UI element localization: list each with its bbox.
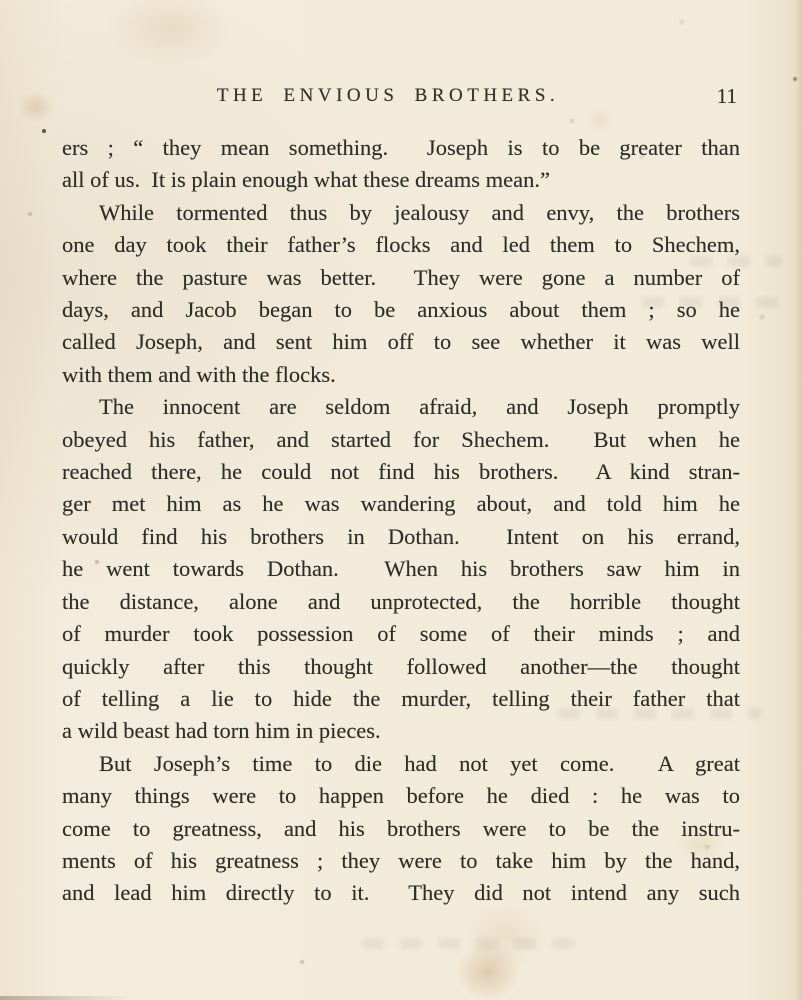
text-line: many things were to happen before he died : he was to bbox=[62, 783, 740, 809]
page-body bbox=[62, 132, 740, 910]
text-line: would find his brothers in Dothan. Intent on his errand, bbox=[62, 523, 740, 549]
text-line: where the pasture was better. They were gone a number of bbox=[62, 264, 740, 290]
text-line: he went towards Dothan. When his brothers saw him in bbox=[62, 556, 740, 582]
text-line: come to greatness, and his brothers were to be the instru- bbox=[62, 815, 740, 841]
text-line: quickly after this thought followed another—the thought bbox=[62, 653, 740, 679]
text-line: But Joseph’s time to die had not yet come. A great bbox=[99, 750, 740, 776]
text-line: reached there, he could not find his brothers. A kind stran- bbox=[62, 459, 740, 485]
text-line: of telling a lie to hide the murder, telling their father that bbox=[62, 685, 740, 711]
text-line: ers ; “ they mean something. Joseph is to be greater than bbox=[62, 135, 740, 160]
text-line: the distance, alone and unprotected, the horrible thought bbox=[62, 588, 740, 614]
text-line: ger met him as he was wandering about, and told him he bbox=[62, 491, 740, 517]
page-header bbox=[62, 85, 740, 111]
text-line: one day took their father’s flocks and led them to Shechem, bbox=[62, 232, 740, 258]
text-line: of murder took possession of some of their minds ; and bbox=[62, 621, 740, 647]
page-number: 11 bbox=[716, 84, 737, 108]
running-title: THE ENVIOUS BROTHERS. bbox=[216, 85, 560, 106]
text-line: called Joseph, and sent him off to see whether it was well bbox=[62, 329, 740, 355]
text-line: ments of his greatness ; they were to take him by the hand, bbox=[62, 847, 740, 873]
text-line: obeyed his father, and started for Shechem. But when he bbox=[62, 426, 740, 452]
text-line: with them and with the flocks. bbox=[62, 361, 336, 387]
text-line: all of us. It is plain enough what these dreams mean.” bbox=[62, 167, 550, 193]
paragraph bbox=[62, 391, 740, 747]
showthrough-ghost bbox=[362, 938, 580, 949]
text-line: While tormented thus by jealousy and envy, the brothers bbox=[99, 199, 740, 225]
text-line: a wild beast had torn him in pieces. bbox=[62, 718, 381, 744]
text-line: The innocent are seldom afraid, and Joseph promptly bbox=[99, 394, 740, 420]
scan-edge-shadow bbox=[0, 996, 130, 1000]
paragraph bbox=[62, 748, 740, 910]
text-line: and lead him directly to it. They did not intend any such bbox=[62, 880, 740, 906]
paragraph bbox=[62, 197, 740, 391]
text-line: days, and Jacob began to be anxious about them ; so he bbox=[62, 297, 740, 323]
paper-specks bbox=[42, 129, 46, 133]
paragraph bbox=[62, 132, 740, 197]
